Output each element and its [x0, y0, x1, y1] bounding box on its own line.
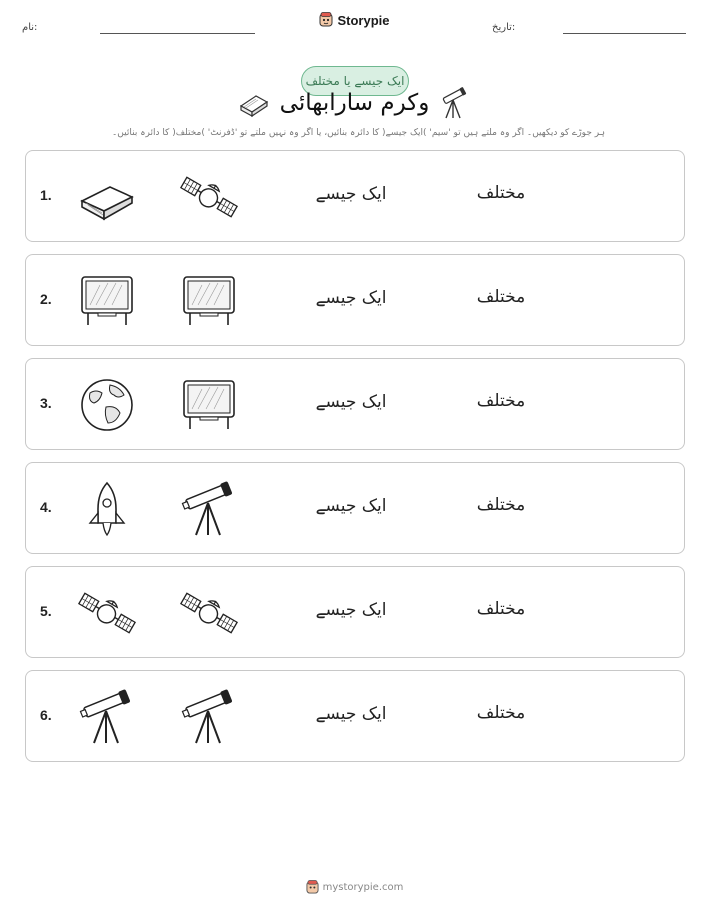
same-option[interactable]: ایک جیسے	[315, 184, 387, 204]
date-line[interactable]	[563, 33, 686, 34]
question-number: 1.	[40, 187, 52, 203]
question-row-6	[25, 670, 685, 762]
satellite-icon	[178, 583, 240, 643]
question-row-3	[25, 358, 685, 450]
different-option[interactable]: مختلف	[476, 183, 526, 203]
question-row-5	[25, 566, 685, 658]
different-option[interactable]: مختلف	[476, 703, 526, 723]
different-option[interactable]: مختلف	[476, 495, 526, 515]
name-line[interactable]	[100, 33, 255, 34]
chalkboard-icon	[178, 375, 240, 435]
same-option[interactable]: ایک جیسے	[315, 704, 387, 724]
name-label: نام:	[22, 22, 38, 33]
footer	[0, 880, 709, 899]
brand-logo	[0, 12, 709, 32]
question-number: 4.	[40, 499, 52, 515]
instructions-text: ہر جوڑے کو دیکھیں۔ اگر وہ ملتے ہیں تو 'سیم' )ایک جیسے( کا دائرہ بنائیں، یا اگر وہ نہیں ملتے تو 'ڈفرنٹ' )مختلف( کا دائرہ بنائیں۔	[112, 128, 605, 138]
question-number: 3.	[40, 395, 52, 411]
different-option[interactable]: مختلف	[476, 391, 526, 411]
worksheet-type-badge: ایک جیسے یا مختلف	[301, 66, 409, 96]
telescope-icon	[178, 687, 240, 747]
question-row-1	[25, 150, 685, 242]
question-row-4	[25, 462, 685, 554]
same-option[interactable]: ایک جیسے	[315, 496, 387, 516]
page-title: وکرم سارابھائی	[279, 90, 430, 116]
question-row-2	[25, 254, 685, 346]
storypie-mascot-icon	[319, 12, 333, 28]
book-icon	[76, 167, 138, 227]
brand-name: Storypie	[337, 12, 390, 28]
storypie-mascot-icon	[306, 880, 319, 895]
telescope-icon	[440, 86, 468, 120]
chalkboard-icon	[76, 271, 138, 331]
chalkboard-icon	[178, 271, 240, 331]
question-number: 6.	[40, 707, 52, 723]
same-option[interactable]: ایک جیسے	[315, 288, 387, 308]
date-label: تاریخ:	[492, 22, 516, 33]
footer-url[interactable]: mystorypie.com	[322, 882, 404, 893]
question-number: 5.	[40, 603, 52, 619]
same-option[interactable]: ایک جیسے	[315, 392, 387, 412]
question-number: 2.	[40, 291, 52, 307]
rocket-icon	[76, 479, 138, 539]
globe-icon	[76, 375, 138, 435]
satellite-icon	[76, 583, 138, 643]
telescope-icon	[76, 687, 138, 747]
different-option[interactable]: مختلف	[476, 287, 526, 307]
telescope-icon	[178, 479, 240, 539]
same-option[interactable]: ایک جیسے	[315, 600, 387, 620]
different-option[interactable]: مختلف	[476, 599, 526, 619]
satellite-icon	[178, 167, 240, 227]
